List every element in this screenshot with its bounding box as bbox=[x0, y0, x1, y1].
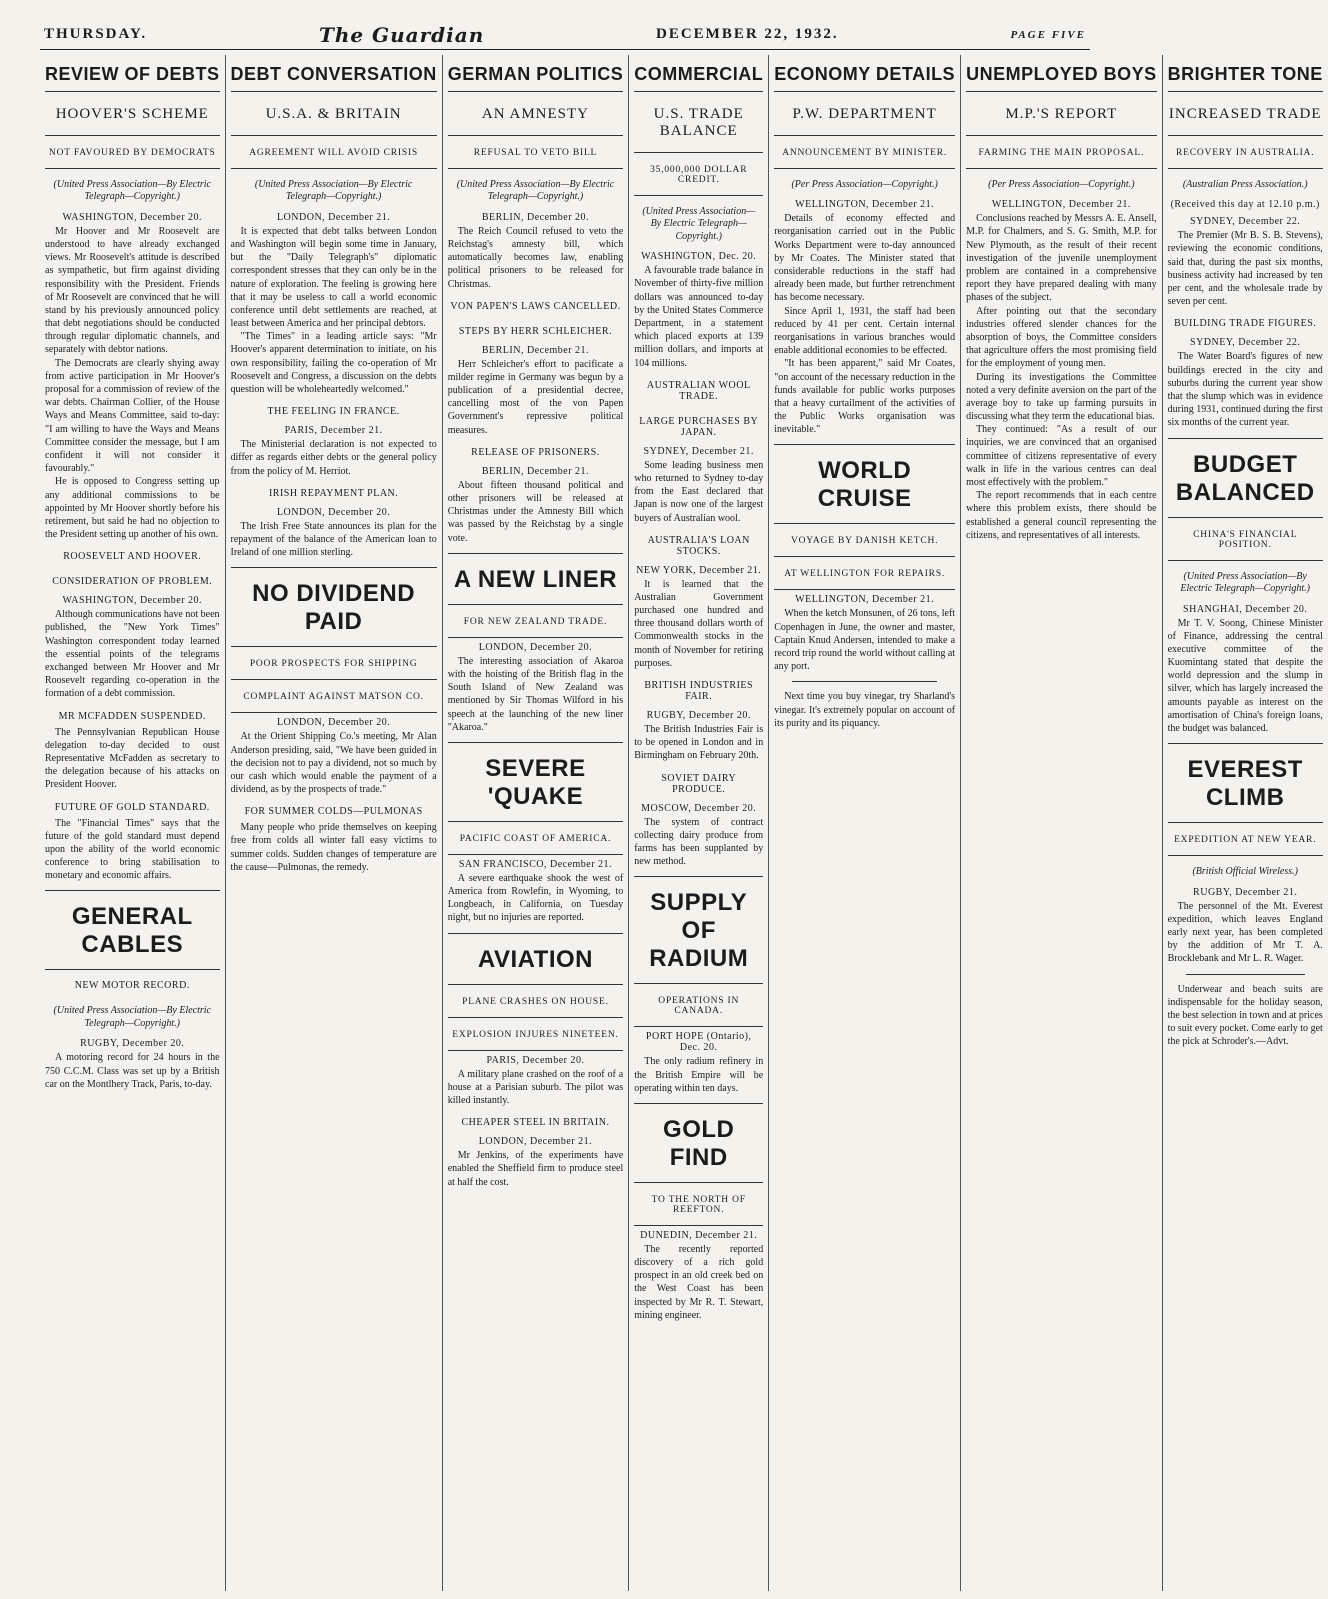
block-headline: SEVERE 'QUAKE bbox=[448, 742, 624, 822]
received-line: (Received this day at 12.10 p.m.) bbox=[1170, 199, 1320, 211]
deck: RECOVERY IN AUSTRALIA. bbox=[1168, 136, 1323, 169]
credit-line: (United Press Association—By Electric Telegraph—Copyright.) bbox=[642, 205, 756, 242]
dateline: RUGBY, December 21. bbox=[1193, 886, 1298, 898]
paragraph: The Premier (Mr B. S. B. Stevens), reviewing the economic conditions, said that, during the past six months, business activity had increased by ten per cent, and the wholesale trade by seven per cent. bbox=[1167, 230, 1323, 308]
advert-text: Next time you buy vinegar, try Sharland's vinegar. It's extremely popular on account of its purity and its piquancy. bbox=[774, 691, 956, 729]
paragraph: "It has been apparent," said Mr Coates, "on account of the necessary reduction in the funds available for public works purposes that a heavy curtailment of the activities of the Public Works organisation was inevitable." bbox=[774, 358, 956, 436]
section-heading: FUTURE OF GOLD STANDARD. bbox=[54, 801, 210, 813]
deck: VOYAGE BY DANISH KETCH. bbox=[774, 524, 955, 557]
dateline: SAN FRANCISCO, December 21. bbox=[458, 858, 613, 870]
deck: 35,000,000 DOLLAR CREDIT. bbox=[634, 153, 763, 196]
headline: COMMERCIAL bbox=[634, 55, 763, 92]
subheadline: M.P.'S REPORT bbox=[966, 92, 1157, 136]
block-headline: A NEW LINER bbox=[448, 553, 624, 605]
deck: PACIFIC COAST OF AMERICA. bbox=[448, 822, 624, 855]
section-heading: STEPS BY HERR SCHLEICHER. bbox=[458, 325, 613, 337]
headline: GERMAN POLITICS bbox=[448, 55, 624, 92]
dateline: BERLIN, December 21. bbox=[481, 344, 590, 356]
paragraph: Since April 1, 1931, the staff had been reduced by 41 per cent. Certain internal reorganisations in various branches would enable additional economies to be effected. bbox=[774, 305, 956, 357]
section-heading: VON PAPEN'S LAWS CANCELLED. bbox=[450, 300, 621, 312]
dateline: RUGBY, December 20. bbox=[646, 710, 751, 722]
advert-text: Many people who pride themselves on keeping free from colds all winter fall easy victims to summer colds. Sudden changes of temperature are the cause—Pulmonas, the remedy. bbox=[230, 822, 437, 873]
block-headline: SUPPLY OF RADIUM bbox=[634, 876, 763, 984]
section-heading: AUSTRALIA'S LOAN STOCKS. bbox=[647, 534, 750, 557]
subheadline: U.S. TRADE BALANCE bbox=[634, 92, 763, 153]
paragraph: About fifteen thousand political and other prisoners will be released at Christmas under the Amnesty Bill which was passed by the Reichstag by a single vote. bbox=[447, 479, 624, 544]
paragraph: Mr T. V. Soong, Chinese Minister of Finance, addressing the central executive committee of the Kuomintang stated that despite the world depression and the slump in silver, which has largely increased the amounts payable as interest on the amortisation of China's foreign loans, the budget was balanced. bbox=[1167, 617, 1323, 735]
dateline: WELLINGTON, December 21. bbox=[795, 199, 935, 211]
headline: DEBT CONVERSATION bbox=[231, 55, 437, 92]
deck: REFUSAL TO VETO BILL bbox=[448, 136, 624, 169]
deck: CHINA'S FINANCIAL POSITION. bbox=[1168, 518, 1323, 561]
deck: FARMING THE MAIN PROPOSAL. bbox=[966, 136, 1157, 169]
paragraph: Mr Hoover and Mr Roosevelt are understood to have already exchanged views. Mr Roosevelt's attitude is described as sympathetic, but firm against dividing responsibility with the President. Friends of Mr Roosevelt are convinced that he will stand by his previously announced policy that debt negotiations should be conducted through regular diplomatic channels, and separately with debtor nations. bbox=[45, 225, 220, 356]
credit-line: (United Press Association—By Electric Telegraph—Copyright.) bbox=[254, 178, 413, 203]
paragraph: A severe earthquake shook the west of America from Rowlefin, in Wyoming, to Longbeach, in California, on Tuesday night, but no injuries are reported. bbox=[447, 872, 624, 924]
paragraph: The personnel of the Mt. Everest expedition, which leaves England early next year, has been completed by the addition of Mr T. A. Brocklebank and Mr L. R. Wager. bbox=[1167, 900, 1323, 965]
dateline: LONDON, December 20. bbox=[276, 717, 391, 729]
headline: REVIEW OF DEBTS bbox=[45, 55, 220, 92]
subheadline: U.S.A. & BRITAIN bbox=[231, 92, 437, 136]
divider bbox=[1186, 974, 1305, 975]
section-heading: SOVIET DAIRY PRODUCE. bbox=[661, 772, 737, 795]
paragraph: It is learned that the Australian Government purchased one hundred and three thousand dollars worth of Commonwealth stocks in the month of November for retiring purposes. bbox=[634, 578, 764, 669]
paragraph: The report recommends that in each centre where this problem exists, there should be established a general council representing the citizens, and representatives of all interests. bbox=[966, 490, 1157, 541]
subheadline: HOOVER'S SCHEME bbox=[45, 92, 220, 136]
paragraph: The Reich Council refused to veto the Reichstag's amnesty bill, which automatically becomes law, enabling political prisoners to be released for Christmas. bbox=[447, 225, 624, 290]
headline: UNEMPLOYED BOYS bbox=[966, 55, 1157, 92]
dateline: WELLINGTON, December 21. bbox=[795, 594, 935, 606]
paragraph: The Irish Free State announces its plan for the repayment of the balance of the American loan to Ireland of one million sterling. bbox=[230, 520, 437, 559]
dateline: WELLINGTON, December 21. bbox=[991, 199, 1131, 211]
paragraph: Mr Jenkins, of the experiments have enabled the Sheffield firm to produce steel at half the cost. bbox=[447, 1150, 624, 1188]
dateline: LONDON, December 20. bbox=[478, 641, 593, 653]
deck: POOR PROSPECTS FOR SHIPPING bbox=[231, 647, 437, 680]
dateline: DUNEDIN, December 21. bbox=[640, 1229, 758, 1241]
deck: FOR NEW ZEALAND TRADE. bbox=[448, 605, 624, 638]
section-heading: NEW MOTOR RECORD. bbox=[74, 980, 190, 992]
dateline: WASHINGTON, December 20. bbox=[62, 211, 203, 223]
masthead bbox=[40, 20, 1090, 50]
paragraph: A military plane crashed on the roof of a house at a Parisian suburb. The pilot was killed instantly. bbox=[447, 1068, 624, 1107]
paragraph: He is opposed to Congress setting up any additional commissions to be appointed by Mr Hoover shortly before his retirement, but said he had no objection to the President setting up another of his own. bbox=[45, 476, 220, 541]
section-heading: CONSIDERATION OF PROBLEM. bbox=[52, 576, 213, 588]
dateline: SHANGHAI, December 20. bbox=[1183, 603, 1308, 615]
deck: EXPEDITION AT NEW YEAR. bbox=[1168, 823, 1323, 856]
section-heading: CHEAPER STEEL IN BRITAIN. bbox=[461, 1117, 610, 1129]
block-headline: NO DIVIDEND PAID bbox=[231, 567, 437, 647]
paragraph: A favourable trade balance in November of thirty-five million dollars was announced to-day by the United States Commerce Department, in a statement which placed exports at 139 million dollars, and imports at 104 millions. bbox=[634, 265, 764, 369]
masthead-paper-name: The Guardian bbox=[318, 22, 485, 47]
headline: ECONOMY DETAILS bbox=[774, 55, 955, 92]
divider bbox=[792, 681, 937, 682]
section-heading: BRITISH INDUSTRIES FAIR. bbox=[644, 680, 754, 703]
dateline: LONDON, December 21. bbox=[276, 211, 391, 223]
dateline: PARIS, December 20. bbox=[486, 1054, 585, 1066]
section-heading: RELEASE OF PRISONERS. bbox=[471, 446, 600, 458]
section-heading: AUSTRALIAN WOOL TRADE. bbox=[646, 379, 751, 402]
dateline: WASHINGTON, Dec. 20. bbox=[641, 251, 757, 263]
deck: EXPLOSION INJURES NINETEEN. bbox=[448, 1018, 624, 1051]
paragraph: The recently reported discovery of a rich gold prospect in an old creek bed on the West Coast has been inspected by Mr R. T. Stewart, mining engineer. bbox=[634, 1243, 764, 1321]
masthead-page: PAGE FIVE bbox=[1010, 28, 1086, 41]
credit-line: (Per Press Association—Copyright.) bbox=[791, 178, 938, 190]
paragraph: The "Financial Times" says that the future of the gold standard must depend upon the ability of the world economic conference to bring stabilisation to monetary and economic affairs. bbox=[45, 817, 220, 882]
block-headline: EVEREST CLIMB bbox=[1168, 743, 1323, 823]
deck: OPERATIONS IN CANADA. bbox=[634, 984, 763, 1027]
dateline: LONDON, December 20. bbox=[276, 506, 391, 518]
subheadline: P.W. DEPARTMENT bbox=[774, 92, 955, 136]
credit-line: (United Press Association—By Electric Telegraph—Copyright.) bbox=[456, 178, 615, 203]
paragraph: The Water Board's figures of new buildings erected in the city and suburbs during the current year show that the slump which was in evidence during 1931, continued during the first six months of the current year. bbox=[1167, 351, 1323, 429]
credit-line: (British Official Wireless.) bbox=[1192, 866, 1298, 878]
deck: PLANE CRASHES ON HOUSE. bbox=[448, 985, 624, 1018]
deck: TO THE NORTH OF REEFTON. bbox=[634, 1183, 763, 1226]
subheadline: AN AMNESTY bbox=[448, 92, 624, 136]
paragraph: It is expected that debt talks between London and Washington will begin some time in January, but the "Daily Telegraph's" diplomatic correspondent stresses that they can only be in the nature of exploration. The feeling is growing here that it may be useless to call a world economic conference until debt settlements are reached, at least between America and her principal debtors. bbox=[230, 225, 437, 330]
paragraph: At the Orient Shipping Co.'s meeting, Mr Alan Anderson presiding, said, "We have been guided in the decision not to pay a dividend, not so much by our cash which would enable the payment of a dividend, as by the prospects of trade." bbox=[230, 731, 437, 796]
paragraph: When the ketch Monsunen, of 26 tons, left Copenhagen in June, the owner and master, Captain Knud Andersen, intended to make a record trip round the world without calling at any port. bbox=[774, 608, 956, 673]
block-headline: AVIATION bbox=[448, 933, 624, 985]
credit-line: (United Press Association—By Electric Telegraph—Copyright.) bbox=[53, 178, 211, 203]
dateline: SYDNEY, December 22. bbox=[1190, 216, 1301, 228]
paragraph: A motoring record for 24 hours in the 750 C.C.M. Class was set up by a British car on the Montlhery Track, Paris, to-day. bbox=[45, 1052, 220, 1090]
column-commercial bbox=[629, 55, 769, 1591]
column-german-politics bbox=[443, 55, 630, 1591]
column-economy-details bbox=[769, 55, 961, 1591]
credit-line: (United Press Association—By Electric Telegraph—Copyright.) bbox=[53, 1005, 211, 1029]
column-debt-conversation bbox=[226, 55, 443, 1591]
paragraph: The British Industries Fair is to be opened in London and in Birmingham on February 20th. bbox=[634, 724, 764, 762]
dateline: MOSCOW, December 20. bbox=[641, 802, 757, 814]
deck: AGREEMENT WILL AVOID CRISIS bbox=[231, 136, 437, 169]
dateline: SYDNEY, December 22. bbox=[1190, 337, 1301, 349]
dateline: BERLIN, December 20. bbox=[481, 211, 590, 223]
paragraph: Details of economy effected and reorganisation carried out in the Public Works Department were to-day announced by Mr Coates. The Minister stated that considerable reductions in the staff had already been made, but further retrenchment has become necessary. bbox=[774, 213, 956, 304]
dateline: LONDON, December 21. bbox=[478, 1136, 593, 1148]
section-heading: BUILDING TRADE FIGURES. bbox=[1174, 318, 1317, 330]
paragraph: Some leading business men who returned to Sydney to-day from the East declared that Japan is now one of the largest buyers of Australian wool. bbox=[634, 459, 764, 524]
deck: COMPLAINT AGAINST MATSON CO. bbox=[231, 680, 437, 713]
masthead-day: THURSDAY. bbox=[44, 26, 148, 42]
paragraph: They continued: "As a result of our inquiries, we are convinced that an organised committee of citizens representative of every walk in life in the various centres can deal most effectively with the problem." bbox=[966, 424, 1157, 489]
deck: NOT FAVOURED BY DEMOCRATS bbox=[45, 136, 220, 169]
section-heading: THE FEELING IN FRANCE. bbox=[267, 406, 400, 418]
dateline: PARIS, December 21. bbox=[284, 425, 383, 437]
paragraph: Although communications have not been published, the "New York Times" Washington correspondent today learned the essential points of the telegrams exchanged between Mr Hoover and Mr Roosevelt regarding co-operation in the formation of a debt commission. bbox=[45, 609, 220, 700]
dateline: NEW YORK, December 21. bbox=[636, 564, 762, 576]
dateline: RUGBY, December 20. bbox=[80, 1038, 185, 1050]
paragraph: The only radium refinery in the British Empire will be operating within ten days. bbox=[634, 1056, 764, 1094]
paragraph: The interesting association of Akaroa with the hoisting of the British flag in the South Island of New Zealand was mentioned by Sir Thomas Wilford in his speech at the launching of the new liner "Akaroa." bbox=[447, 655, 624, 733]
deck: ANNOUNCEMENT BY MINISTER. bbox=[774, 136, 955, 169]
paragraph: The Ministerial declaration is not expected to differ as regards either debts or the general policy from the policy of M. Herriot. bbox=[230, 439, 437, 477]
dateline: PORT HOPE (Ontario), Dec. 20. bbox=[645, 1031, 752, 1054]
paragraph: Herr Schleicher's effort to pacificate a milder regime in Germany was begun by a publication of a presidential decree, cancelling most of the von Papen Government's repressive political measures. bbox=[447, 358, 624, 436]
headline: BRIGHTER TONE bbox=[1168, 55, 1323, 92]
paragraph: The Pennsylvanian Republican House delegation to-day decided to oust Representative McFadden as secretary to the delegation because of his attacks on President Hoover. bbox=[45, 726, 220, 791]
paragraph: During its investigations the Committee noted a very definite aversion on the part of the average boy to take up farming pursuits in discussing what they term the educational bias. bbox=[966, 371, 1157, 423]
paragraph: The Democrats are clearly shying away from active participation in Mr Hoover's proposal for a commission of review of the war debts. Chairman Collier, of the House Ways and Means Committee, said to-day: "I am willing to have the Ways and Means Committee consider the message, but I am confident it will not consider it favourably." bbox=[45, 357, 220, 475]
section-heading: IRISH REPAYMENT PLAN. bbox=[268, 487, 399, 499]
paragraph: After pointing out that the secondary industries offered slender chances for the absorption of boys, the Committee considers that agriculture offers the most promising field for the employment of young men. bbox=[966, 305, 1157, 370]
advert-heading: FOR SUMMER COLDS—PULMONAS bbox=[244, 806, 423, 818]
newspaper-columns bbox=[40, 55, 1323, 1591]
dateline: BERLIN, December 21. bbox=[481, 465, 590, 477]
block-headline: WORLD CRUISE bbox=[774, 444, 955, 524]
section-heading: ROOSEVELT AND HOOVER. bbox=[63, 551, 202, 563]
dateline: WASHINGTON, December 20. bbox=[62, 595, 203, 607]
credit-line: (Per Press Association—Copyright.) bbox=[988, 178, 1135, 190]
block-headline: BUDGET BALANCED bbox=[1168, 438, 1323, 518]
column-brighter-tone bbox=[1163, 55, 1328, 1591]
masthead-date: DECEMBER 22, 1932. bbox=[656, 26, 839, 42]
block-headline: GENERAL CABLES bbox=[45, 890, 220, 970]
credit-line: (Australian Press Association.) bbox=[1182, 178, 1308, 190]
column-unemployed-boys bbox=[961, 55, 1163, 1591]
paragraph: Conclusions reached by Messrs A. E. Ansell, M.P. for Chalmers, and S. G. Smith, M.P. for New Plymouth, as the result of their recent investigation of the juvenile unemployment problem are contained in a comprehensive report they have prepared dealing with many phases of the subject. bbox=[966, 213, 1157, 304]
deck: AT WELLINGTON FOR REPAIRS. bbox=[774, 557, 955, 590]
section-heading: MR MCFADDEN SUSPENDED. bbox=[58, 710, 206, 722]
paragraph: "The Times" in a leading article says: "Mr Hoover's apparent determination to initiate, on his own responsibility, failing the co-operation of Mr Roosevelt and Congress, a discussion on the debts question will be wholeheartedly welcomed." bbox=[230, 331, 437, 396]
block-headline: GOLD FIND bbox=[634, 1103, 763, 1183]
subheadline: INCREASED TRADE bbox=[1168, 92, 1323, 136]
section-heading: LARGE PURCHASES BY JAPAN. bbox=[639, 415, 759, 438]
column-review-of-debts bbox=[40, 55, 226, 1591]
paragraph: The system of contract collecting dairy produce from farms has been supplanted by new method. bbox=[634, 816, 764, 868]
dateline: SYDNEY, December 21. bbox=[643, 445, 754, 457]
credit-line: (United Press Association—By Electric Telegraph—Copyright.) bbox=[1180, 570, 1311, 595]
advert-text: Underwear and beach suits are indispensable for the holiday season, the best selection in town and at prices to suit every pocket. Come early to get the pick at Schroder's.—Advt. bbox=[1167, 983, 1323, 1048]
